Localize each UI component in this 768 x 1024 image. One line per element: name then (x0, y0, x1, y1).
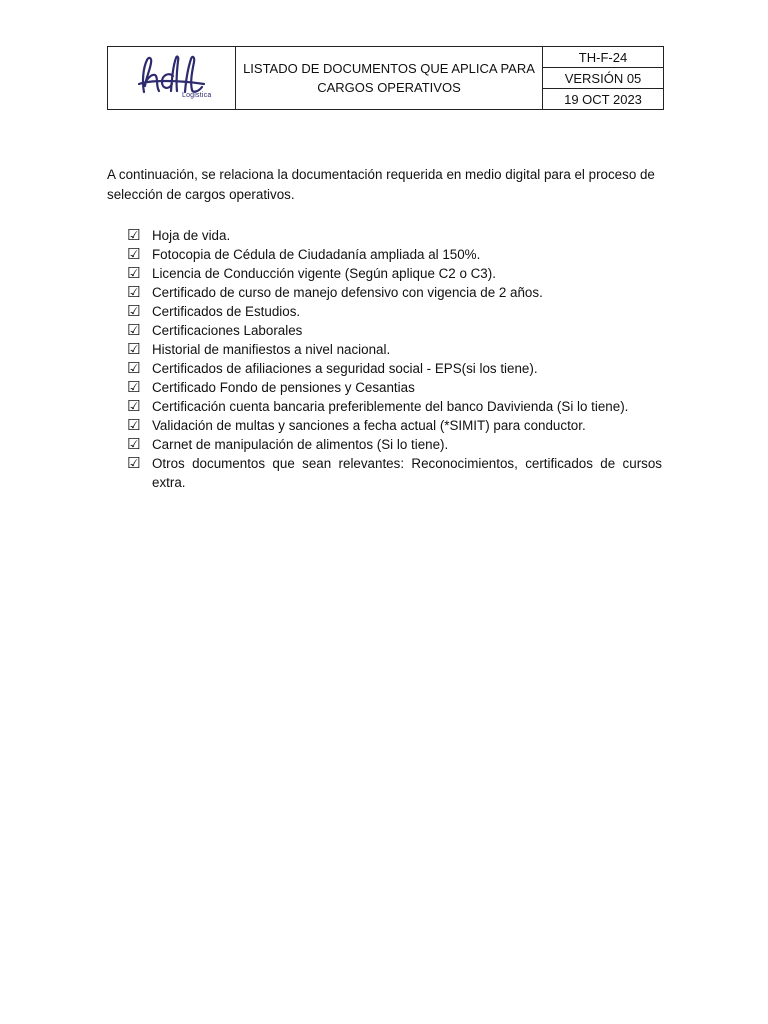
document-header-table (107, 46, 664, 110)
document-date: 19 OCT 2023 (543, 89, 664, 110)
checklist-item (127, 283, 662, 302)
checklist-item-text: Certificados de Estudios. (152, 304, 301, 319)
checkbox-checked-icon: ☑ (127, 264, 141, 282)
checkbox-checked-icon: ☑ (127, 435, 141, 453)
checklist-item-text: Otros documentos que sean relevantes: Reconocimientos, certificados de cursos extra. (152, 456, 662, 490)
checklist-item (127, 359, 662, 378)
checklist-item (127, 454, 662, 492)
document-title: LISTADO DE DOCUMENTOS QUE APLICA PARA CARGOS OPERATIVOS (236, 47, 543, 110)
logo-subtext: Logistica (182, 92, 212, 99)
checklist-item (127, 435, 662, 454)
checkbox-checked-icon: ☑ (127, 397, 141, 415)
checkbox-checked-icon: ☑ (127, 340, 141, 358)
checklist-item-text: Historial de manifiestos a nivel nacional. (152, 342, 391, 357)
checklist-item (127, 226, 662, 245)
checkbox-checked-icon: ☑ (127, 283, 141, 301)
intro-paragraph: A continuación, se relaciona la documentación requerida en medio digital para el proceso de selección de cargos operativos. (107, 167, 655, 202)
checklist-item-text: Certificación cuenta bancaria preferiblemente del banco Davivienda (Si lo tiene). (152, 399, 629, 414)
checklist-item (127, 245, 662, 264)
checkbox-checked-icon: ☑ (127, 454, 141, 472)
checkbox-checked-icon: ☑ (127, 359, 141, 377)
checklist-item (127, 340, 662, 359)
checkbox-checked-icon: ☑ (127, 321, 141, 339)
logo-cell (108, 47, 236, 110)
checklist-item (127, 321, 662, 340)
hdl-logo-icon (138, 54, 208, 94)
checklist-item-text: Certificados de afiliaciones a seguridad social - EPS(si los tiene). (152, 361, 538, 376)
checklist-item (127, 264, 662, 283)
checklist-item-text: Hoja de vida. (152, 228, 231, 243)
checklist-item-text: Fotocopia de Cédula de Ciudadanía ampliada al 150%. (152, 247, 481, 262)
checkbox-checked-icon: ☑ (127, 416, 141, 434)
checkbox-checked-icon: ☑ (127, 302, 141, 320)
checkbox-checked-icon: ☑ (127, 378, 141, 396)
checklist-item-text: Carnet de manipulación de alimentos (Si lo tiene). (152, 437, 449, 452)
document-version: VERSIÓN 05 (543, 68, 664, 89)
checklist-item (127, 416, 662, 435)
checkbox-checked-icon: ☑ (127, 226, 141, 244)
required-documents-checklist (127, 226, 662, 492)
checklist-item (127, 397, 662, 416)
checklist-item-text: Licencia de Conducción vigente (Según aplique C2 o C3). (152, 266, 496, 281)
checklist-item-text: Validación de multas y sanciones a fecha actual (*SIMIT) para conductor. (152, 418, 586, 433)
document-code: TH-F-24 (543, 47, 664, 68)
checklist-item (127, 302, 662, 321)
company-logo (108, 48, 235, 108)
checklist-item-text: Certificaciones Laborales (152, 323, 303, 338)
checklist-item-text: Certificado Fondo de pensiones y Cesantias (152, 380, 415, 395)
checkbox-checked-icon: ☑ (127, 245, 141, 263)
checklist-item (127, 378, 662, 397)
checklist-item-text: Certificado de curso de manejo defensivo con vigencia de 2 años. (152, 285, 543, 300)
